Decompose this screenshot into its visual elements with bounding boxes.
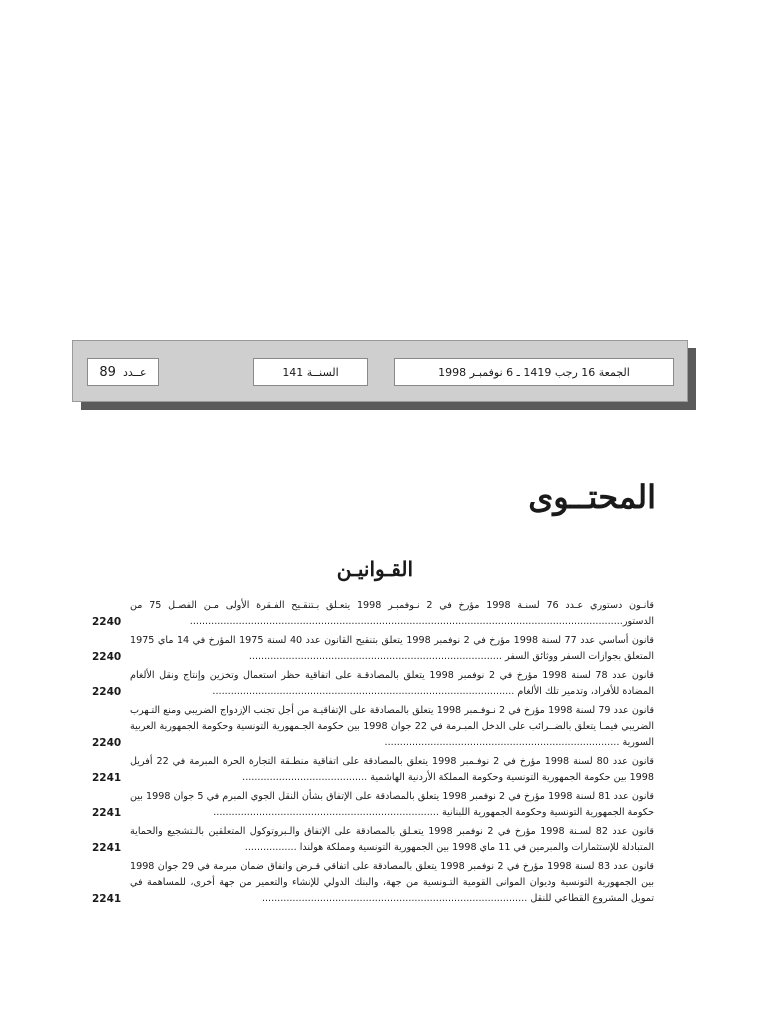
toc-page-number: 2240 <box>92 686 122 698</box>
year-text: السنــة 141 <box>282 365 339 379</box>
toc-page-number: 2241 <box>92 772 122 784</box>
toc-page-number: 2241 <box>92 807 122 819</box>
toc-leader-dots: ......................................... <box>242 772 368 783</box>
toc-page-number: 2241 <box>92 842 122 854</box>
toc-page-number: 2240 <box>92 616 122 628</box>
header-band <box>72 340 688 402</box>
toc-leader-dots: ................................................................................................... <box>212 686 515 697</box>
toc-entry-text: قانون عدد 80 لسنة 1998 مؤرخ في 2 نوفـمبر 1998 يتعلق بالمصادقة على اتفاقية منطـقة التجارة الحرة المبرمة في 22 أفريل 1998 بين حكومة الجمهورية التونسية وحكومة المملكة الأردنية الهاشمية <box>130 756 655 783</box>
toc-entry-text: قانون عدد 79 لسنة 1998 مؤرخ في 2 نـوفـمبر 1998 يتعلق بالمصادقة على الإتفاقيـة من أجل تجنب الإزدواج الضريبي ومنع التـهرب الضريبي فيمـا يتعلق بالضــرائب على الدخل المبـرمة في 22 جوان 1998 بين حكومة الجـمهورية التونسية وحكومة الجمهورية العربية السورية <box>130 705 655 748</box>
toc-leader-dots: .............................................................................................................................................. <box>189 616 623 627</box>
toc-leader-dots: ....................................................................................... <box>261 893 528 904</box>
toc-entry-text: قانون عدد 82 لسـنة 1998 مؤرخ في 2 نوفمبر 1998 يتعـلق بالمصادقة على الإتفاق والـبروتوكول المتعلقين بالـتشجيع والحماية المتبادلة للإستثمارات والمبرمين في 11 ماي 1998 بين الجمهورية التونسية ومملكة هولندا <box>130 826 655 853</box>
toc-entry[interactable] <box>92 633 654 665</box>
toc-entry-text: قانون عدد 83 لسنة 1998 مؤرخ في 2 نوفمبر 1998 يتعلق بالمصادقة على اتفاقي قـرض واتفاق ضمان مبرمة في 29 جوان 1998 بين الجمهورية التونسية وديوان الموانى القومية التـونسية من جهة، والبنك الدولي للإنشاء والتعمير من جهة أخرى، للمساهمة في تمويل المشروع القطاعي للنقل <box>130 861 655 904</box>
toc-leader-dots: ................................................................................... <box>248 651 502 662</box>
section-title: القـوانيـن <box>336 557 413 581</box>
table-of-contents <box>92 598 654 910</box>
toc-entry[interactable] <box>92 789 654 821</box>
toc-leader-dots: ............................................................................. <box>384 737 620 748</box>
issue-number-box <box>87 358 159 386</box>
toc-entry[interactable] <box>92 668 654 700</box>
year-box <box>253 358 368 386</box>
toc-page-number: 2240 <box>92 651 122 663</box>
date-box <box>394 358 674 386</box>
toc-leader-dots: ................. <box>244 842 297 853</box>
toc-entry-text: قانون عدد 78 لسنة 1998 مؤرخ في 2 نوفمبر 1998 يتعلق بالمصادقـة على اتفاقية حظر استعمال وتخزين وإنتاج ونقل الألغام المضادة للأفراد، وتدمير تلك الألغام <box>130 670 654 697</box>
toc-entry[interactable] <box>92 598 654 630</box>
date-text: الجمعة 16 رجب 1419 ـ 6 نوفمبـر 1998 <box>438 365 630 379</box>
toc-entry-text: قانون عدد 81 لسنة 1998 مؤرخ في 2 نوفمبر 1998 يتعلق بالمصادقة على الإتفاق بشأن النقل الجوي المبرم في 5 جوان 1998 بين حكومة الجمهورية التونسية وحكومة الجمهورية اللبنانية <box>130 791 655 818</box>
toc-entry[interactable] <box>92 824 654 856</box>
issue-number: 89 <box>99 364 116 380</box>
issue-label: عــدد <box>122 365 147 379</box>
toc-entry[interactable] <box>92 754 654 786</box>
toc-entry[interactable] <box>92 859 654 907</box>
page-title: المحتــوى <box>528 478 656 516</box>
toc-entry[interactable] <box>92 703 654 751</box>
toc-leader-dots: .......................................................................... <box>213 807 439 818</box>
toc-entry-text: قانون أساسي عدد 77 لسنة 1998 مؤرخ في 2 نوفمبر 1998 يتعلق بتنقيح القانون عدد 40 لسنة 1975 المؤرخ في 14 ماي 1975 المتعلق بجوازات السفر ووثائق السفر <box>130 635 655 662</box>
toc-page-number: 2241 <box>92 893 122 905</box>
toc-page-number: 2240 <box>92 737 122 749</box>
toc-entry-text: قانـون دستوري عـدد 76 لسنـة 1998 مؤرخ في 2 نـوفمبـر 1998 يتعـلق بـتنقـيح الفـقرة الأولى مـن الفصـل 75 من الدستور <box>130 600 654 627</box>
